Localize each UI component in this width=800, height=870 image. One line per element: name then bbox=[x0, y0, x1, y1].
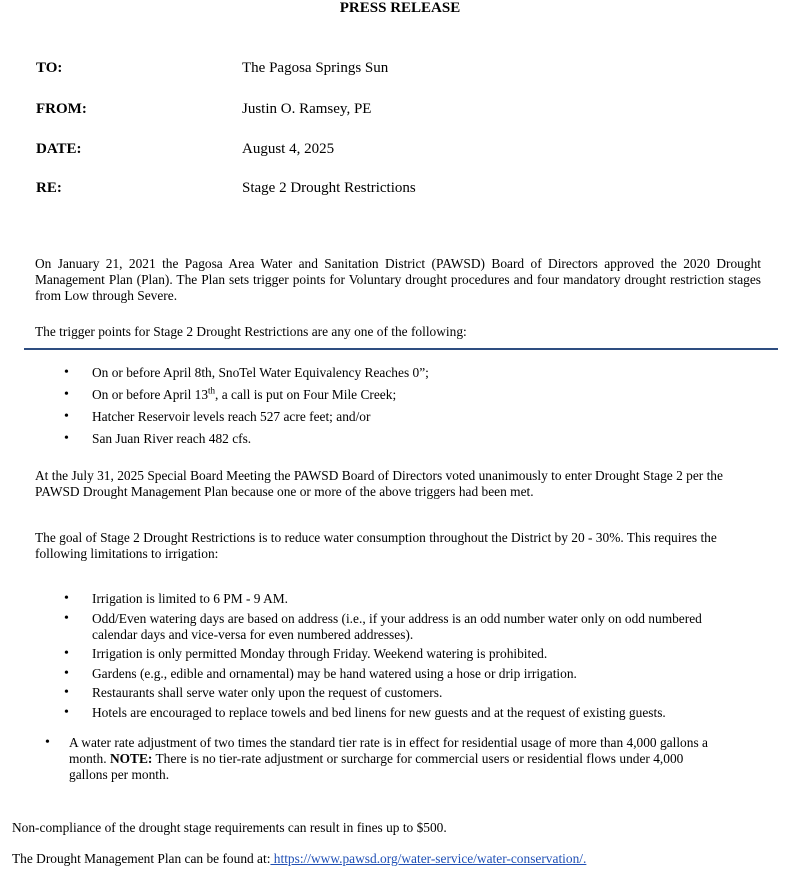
list-item: • On or before April 8th, SnoTel Water Equivalency Reaches 0”; bbox=[92, 365, 732, 381]
from-label: FROM: bbox=[36, 101, 87, 117]
list-item: • San Juan River reach 482 cfs. bbox=[92, 431, 732, 447]
list-item bbox=[69, 735, 719, 783]
list-item: • Irrigation is only permitted Monday through Friday. Weekend watering is prohibited. bbox=[92, 646, 722, 662]
section-divider bbox=[24, 348, 778, 350]
to-label: TO: bbox=[36, 60, 63, 76]
re-label: RE: bbox=[36, 180, 62, 196]
limitations-list bbox=[92, 591, 722, 724]
list-item: • Odd/Even watering days are based on address (i.e., if your address is an odd number water only on odd numbered calendar days and vice-versa for even numbered addresses). bbox=[92, 611, 722, 643]
note-text: There is no tier-rate adjustment or surcharge for commercial users or residential flows under 4,000 gallons per month. bbox=[69, 751, 684, 782]
re-value: Stage 2 Drought Restrictions bbox=[242, 180, 416, 196]
from-value: Justin O. Ramsey, PE bbox=[242, 101, 372, 117]
list-item: • Irrigation is limited to 6 PM - 9 AM. bbox=[92, 591, 722, 607]
rate-list bbox=[69, 735, 719, 783]
fines-paragraph: Non-compliance of the drought stage requirements can result in fines up to $500. bbox=[12, 820, 447, 835]
list-item: • Restaurants shall serve water only upon the request of customers. bbox=[92, 685, 722, 701]
goal-paragraph: The goal of Stage 2 Drought Restrictions is to reduce water consumption throughout the District by 20 - 30%. This requires the following limitations to irrigation: bbox=[35, 530, 717, 561]
document-title: PRESS RELEASE bbox=[339, 0, 461, 16]
trigger-list bbox=[92, 365, 732, 453]
note-label: NOTE: bbox=[109, 751, 153, 766]
date-value: August 4, 2025 bbox=[242, 141, 335, 157]
plan-text: The Drought Management Plan can be found at: bbox=[12, 851, 271, 866]
rate-text: A water rate adjustment of two times the standard tier rate is in effect for residential usage of more than 4,000 gallons a month. bbox=[69, 735, 708, 766]
list-item: • Gardens (e.g., edible and ornamental) may be hand watered using a hose or drip irrigation. bbox=[92, 666, 722, 682]
plan-paragraph bbox=[12, 851, 792, 867]
list-item: • Hotels are encouraged to replace towels and bed linens for new guests and at the request of existing guests. bbox=[92, 705, 722, 721]
intro-paragraph: On January 21, 2021 the Pagosa Area Water and Sanitation District (PAWSD) Board of Directors approved the 2020 Drought Management Plan (Plan). The Plan sets trigger points for Voluntary drought procedures and four mandatory drought restriction stages from Low through Severe. bbox=[35, 256, 761, 303]
list-item: • On or before April 13th, a call is put on Four Mile Creek; bbox=[92, 387, 732, 403]
to-value: The Pagosa Springs Sun bbox=[242, 60, 389, 76]
meeting-paragraph: At the July 31, 2025 Special Board Meeting the PAWSD Board of Directors voted unanimously to enter Drought Stage 2 per the PAWSD Drought Management Plan because one or more of the above triggers had been met. bbox=[35, 468, 723, 499]
date-label: DATE: bbox=[36, 141, 82, 157]
triggers-intro: The trigger points for Stage 2 Drought Restrictions are any one of the following: bbox=[35, 324, 467, 339]
plan-link[interactable]: https://www.pawsd.org/water-service/water-conservation/. bbox=[270, 851, 587, 866]
list-item: • Hatcher Reservoir levels reach 527 acre feet; and/or bbox=[92, 409, 732, 425]
